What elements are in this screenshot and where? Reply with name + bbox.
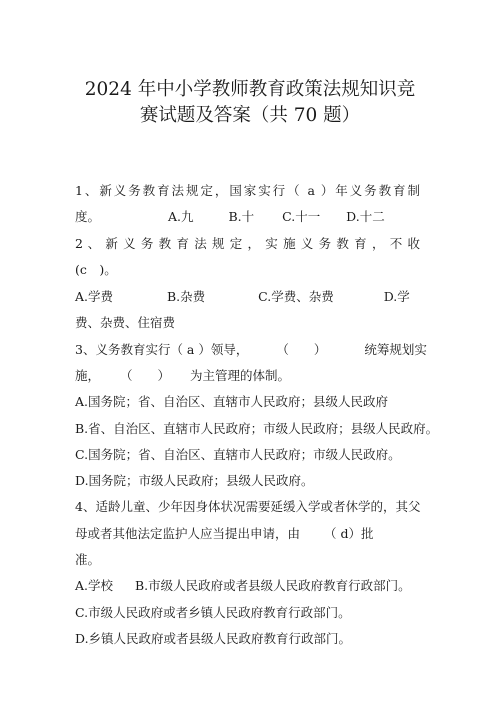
question-1-options-line — [75, 208, 420, 226]
question-2-text: 2 、 新 义 务 教 育 法 规 定 ， 实 施 义 务 教 育 ， 不 收 — [75, 236, 420, 251]
question-4-blank: （ d）批 — [323, 526, 374, 541]
question-2-option-b: B.杂费 — [166, 289, 206, 304]
question-1-option-d: D.十二 — [346, 209, 385, 224]
question-2-option-a: A.学费 — [75, 289, 114, 304]
question-4-option-a: A.学校 — [75, 578, 114, 593]
question-3-option-c: C.国务院；省、自治区、直辖市人民政府；市级人民政府。 — [75, 447, 401, 462]
question-3-text-cont — [75, 367, 420, 385]
question-4-text-part2: 母或者其他法定监护人应当提出申请，由 — [75, 526, 301, 541]
question-2-option-d-cont: 费、杂费、住宿费 — [75, 315, 176, 330]
question-4-options-line — [75, 577, 420, 595]
question-2-option-d: D.学 — [383, 289, 410, 304]
question-3-text-part3: 施， — [75, 368, 101, 383]
question-3-text-part1: 3、义务教育实行（ a ）领导， — [75, 342, 249, 357]
question-4-text-cont — [75, 525, 420, 543]
question-2-options-line — [75, 288, 420, 306]
question-3-blank-2: （ ） — [119, 368, 170, 383]
question-4-text-end: 准。 — [75, 552, 101, 567]
document-title-line1: 2024 年中小学教师教育政策法规知识竞 — [84, 79, 416, 100]
question-4-option-b: B.市级人民政府或者县级人民政府教育行政部门。 — [134, 578, 411, 593]
question-1-option-a: A.九 — [167, 209, 194, 224]
question-3-option-b: B.省、自治区、直辖市人民政府；市级人民政府；县级人民政府。 — [75, 421, 439, 436]
question-2-option-c: C.学费、杂费 — [258, 289, 334, 304]
question-4-option-c: C.市级人民政府或者乡镇人民政府教育行政部门。 — [75, 605, 351, 620]
question-3-text-part2: 统筹规划实 — [364, 342, 427, 357]
question-4-text: 4、适龄儿童、少年因身体状况需要延缓入学或者休学的，其父 — [75, 499, 421, 514]
question-3-text-part4: 为主管理的体制。 — [189, 368, 290, 383]
question-3-blank-1: （ ） — [276, 342, 327, 357]
question-3-option-d: D.国务院；市级人民政府；县级人民政府。 — [75, 473, 314, 488]
question-1-text: 1、新义务教育法规定，国家实行（ a ）年义务教育制 — [75, 183, 420, 198]
question-1-option-b: B.十 — [228, 209, 255, 224]
question-4-option-d: D.乡镇人民政府或者县级人民政府教育行政部门。 — [75, 631, 352, 646]
question-3-text — [75, 341, 427, 359]
question-3-option-a: A.国务院；省、自治区、直辖市人民政府；县级人民政府 — [75, 394, 389, 409]
document-title-line2: 赛试题及答案（共 70 题） — [139, 105, 361, 126]
question-2-text-cont: (c )。 — [75, 262, 117, 277]
question-1-text-cont: 度。 — [75, 209, 101, 224]
question-1-option-c: C.十一 — [282, 209, 321, 224]
